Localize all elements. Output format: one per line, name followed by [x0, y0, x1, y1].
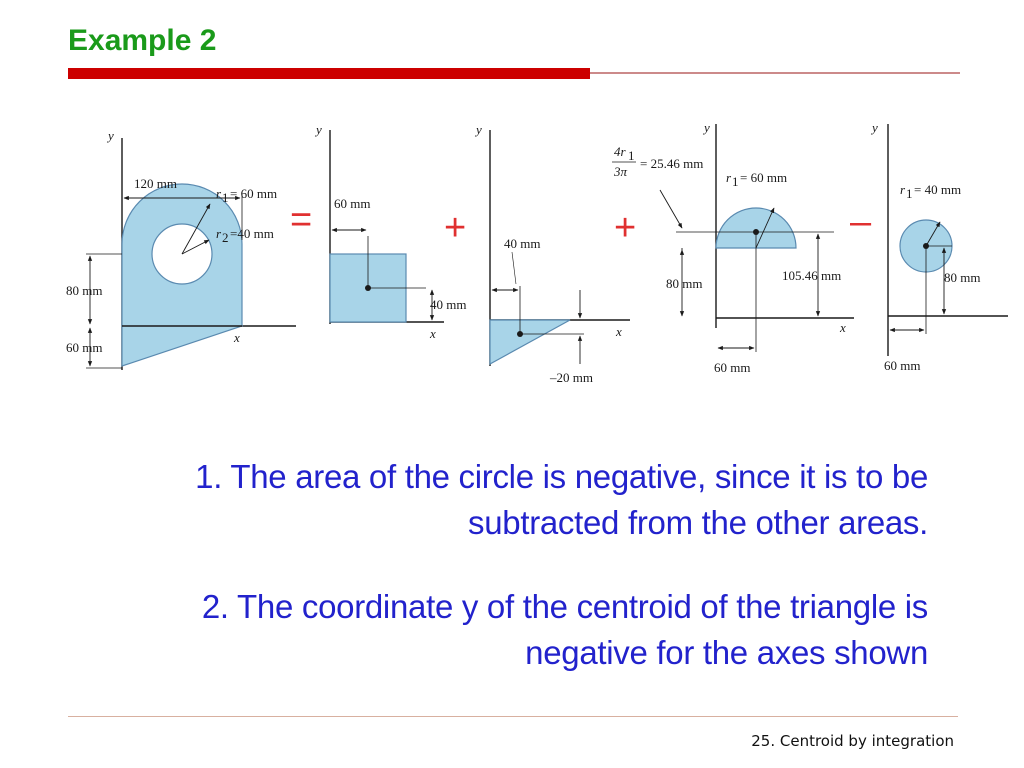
semicircle-centroid-x-label: 60 mm [714, 360, 751, 375]
composite-area-figure [64, 90, 1008, 395]
plus-operator-2: + [614, 207, 637, 249]
footer-text: 25. Centroid by integration [751, 732, 954, 750]
title-underline-thin [590, 72, 960, 74]
composite-lower-label: 60 mm [66, 340, 103, 355]
svg-text:r: r [900, 182, 906, 197]
y-axis-label: y [704, 120, 710, 135]
y-axis-label: y [476, 122, 482, 137]
semicircle-r1-label: = 60 mm [740, 170, 788, 185]
composite-r2-label: =40 mm [230, 226, 274, 241]
rectangle-width-label: 60 mm [334, 196, 371, 211]
semicircle-centroid-y-label: 105.46 mm [782, 268, 842, 283]
plus-operator-1: + [444, 207, 467, 249]
slide-title: Example 2 [68, 24, 217, 57]
triangle-centroid-y-label: –20 mm [550, 370, 593, 385]
footer-divider [68, 716, 958, 717]
svg-text:1: 1 [906, 186, 913, 201]
svg-text:1: 1 [222, 190, 229, 205]
svg-text:r: r [726, 170, 732, 185]
circle-centroid-x-label: 60 mm [884, 358, 921, 373]
triangle-centroid-x-label: 40 mm [504, 236, 541, 251]
point-1-text: 1. The area of the circle is negative, since it is to be subtracted from the other areas. [195, 458, 928, 541]
svg-text:3π: 3π [614, 164, 628, 179]
triangle-shape [490, 320, 570, 364]
composite-upper-label: 80 mm [66, 283, 103, 298]
figure-svg [64, 90, 1008, 395]
svg-text:r: r [216, 226, 222, 241]
panel-semicircle [612, 120, 854, 375]
y-axis-label: y [316, 122, 322, 137]
rectangle-centroid-y-label: 40 mm [430, 297, 467, 312]
panel-composite [66, 128, 296, 370]
circle-r1-label: = 40 mm [914, 182, 962, 197]
svg-text:4r: 4r [614, 144, 626, 159]
y-axis-label: y [108, 128, 114, 143]
composite-width-label: 120 mm [134, 176, 177, 191]
svg-text:2: 2 [222, 230, 229, 245]
svg-text:1: 1 [628, 148, 635, 163]
semicircle-base-label: 80 mm [666, 276, 703, 291]
title-underline-bar [68, 68, 590, 79]
x-axis-label: x [616, 324, 622, 339]
equals-operator: = [290, 199, 313, 241]
x-axis-label: x [234, 330, 240, 345]
panel-circle [870, 120, 1008, 373]
x-axis-label: x [840, 320, 846, 335]
x-axis-label: x [430, 326, 436, 341]
panel-triangle [474, 122, 630, 385]
composite-r1-label: = 60 mm [230, 186, 278, 201]
minus-operator: – [850, 201, 872, 243]
svg-text:1: 1 [732, 174, 739, 189]
circle-centroid-y-label: 80 mm [944, 270, 981, 285]
svg-text:r: r [216, 186, 222, 201]
y-axis-label: y [872, 120, 878, 135]
point-2-text: 2. The coordinate y of the centroid of the triangle is negative for the axes shown [201, 588, 928, 671]
semicircle-offset-label: = 25.46 mm [640, 156, 704, 171]
